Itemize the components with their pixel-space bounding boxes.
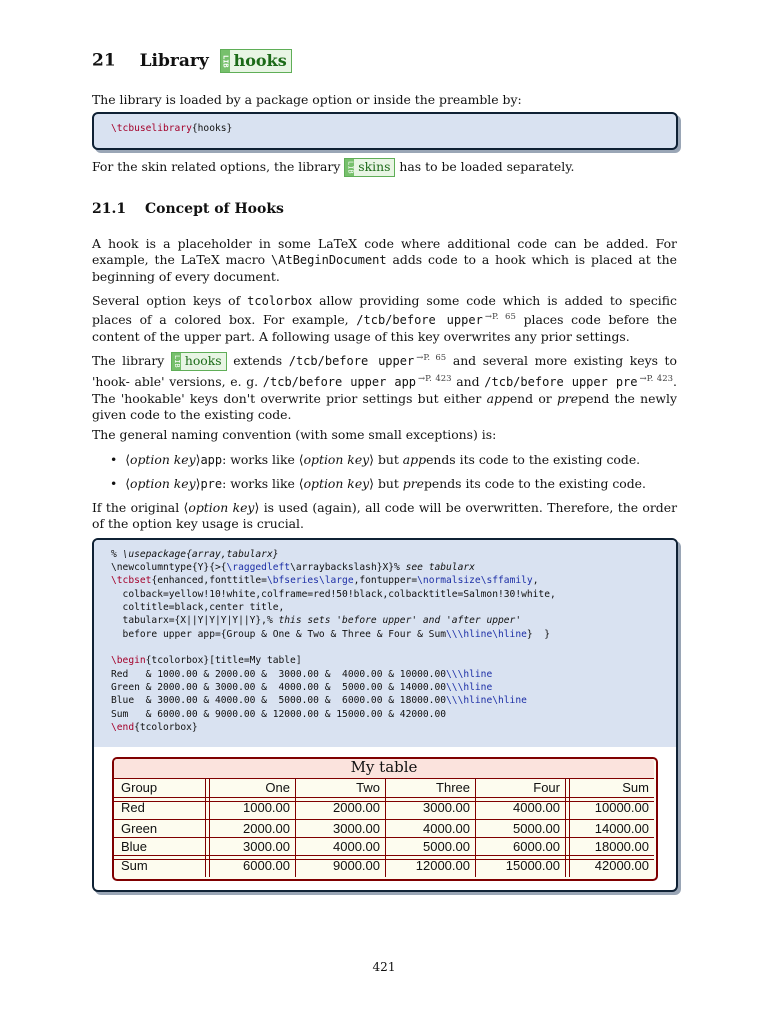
- bullet-text: pends its code to the existing code.: [423, 476, 646, 491]
- p2-text: upper part. A following usage of this key overwrites any prior settings.: [183, 328, 630, 344]
- table-cell: 1000.00: [243, 800, 290, 815]
- table-cell: 6000.00: [243, 858, 290, 873]
- page-number: 421: [372, 960, 396, 974]
- table-cell: 3000.00: [243, 839, 290, 854]
- key-link-before-upper[interactable]: /tcb/before upper: [288, 354, 415, 369]
- code-line-10: Red & 1000.00 & 2000.00 & 3000.00 & 4000.00 & 10000.00\\\hline: [111, 669, 493, 680]
- bullet-text: ends its code to the existing code.: [426, 452, 641, 467]
- list-item: • ⟨option key⟩pre: works like ⟨option key⟩ but prepends its code to the existing code.: [110, 476, 646, 491]
- code-line-12: Blue & 3000.00 & 4000.00 & 5000.00 & 6000.00 & 18000.00\\\hline\hline: [111, 695, 527, 706]
- table-cell: 4000.00: [423, 821, 470, 836]
- library-icon: LIB: [172, 353, 181, 370]
- table-cell: 42000.00: [594, 858, 649, 873]
- table-cell: 10000.00: [594, 800, 649, 815]
- p3-text: and: [456, 374, 480, 390]
- skin-note-before: For the skin related options, the library: [92, 159, 341, 174]
- table-cell: 18000.00: [594, 839, 649, 854]
- code-argument: {hooks}: [191, 123, 233, 134]
- key-link-before-upper-app[interactable]: /tcb/before upper app: [262, 375, 417, 390]
- package-name: tcolorbox: [247, 294, 313, 308]
- table-cell: Green: [121, 821, 158, 836]
- table-cell: Blue: [121, 839, 148, 854]
- skin-note: [92, 158, 677, 177]
- key-suffix: app: [200, 453, 223, 467]
- p1-text: the: [154, 252, 175, 268]
- bullet-text: but: [377, 476, 399, 491]
- library-icon: LIB: [345, 159, 354, 176]
- skin-note-after: has to be loaded separately.: [399, 159, 575, 174]
- p3-text: . The: [92, 374, 677, 406]
- table-cell: 3000.00: [423, 800, 470, 815]
- emphasis-pre: pre: [402, 476, 424, 491]
- table-cell: 14000.00: [594, 821, 649, 836]
- table-cell: 15000.00: [505, 858, 560, 873]
- code-line-4: colback=yellow!10!white,colframe=red!50!black,colbacktitle=Salmon!30!white,: [111, 589, 556, 600]
- code-command: \tcbuselibrary: [111, 123, 192, 134]
- p2-text: Several option keys of: [92, 293, 241, 308]
- p2-text: allow providing some code which is added to specific places: [92, 293, 677, 328]
- table-cell: 9000.00: [333, 858, 380, 873]
- p1-text: code where additional code can be added. For example,: [92, 236, 677, 268]
- key-link-before-upper-pre[interactable]: /tcb/before upper pre: [484, 375, 638, 390]
- bullet-text: but: [377, 452, 399, 467]
- table-header-cell: Four: [533, 780, 560, 795]
- code-line-5: coltitle=black,center title,: [111, 602, 285, 613]
- code-line-1: % \usepackage{array,tabularx}: [111, 549, 279, 560]
- key-link-before-upper[interactable]: /tcb/before upper: [356, 313, 483, 328]
- library-icon: LIB: [221, 50, 230, 72]
- library-badge-hooks[interactable]: [220, 49, 292, 73]
- section-number: 21: [92, 50, 116, 71]
- emphasis-app: app: [402, 452, 427, 467]
- table-header-cell: Group: [121, 780, 158, 795]
- meta-key-label: option key: [303, 476, 370, 491]
- table-header-cell: One: [265, 780, 290, 795]
- p5-text: the option key usage is crucial.: [108, 516, 304, 532]
- code-line-2: \newcolumntype{Y}{>{\raggedleft\arraybackslash}X}% see tabularx: [111, 562, 475, 573]
- table-cell: 12000.00: [415, 858, 470, 873]
- meta-key-label: option key: [130, 452, 196, 467]
- page-ref[interactable]: →P. 65: [484, 312, 516, 323]
- meta-key-label: option key: [130, 476, 196, 491]
- p3-text: end or: [509, 390, 552, 406]
- table-cell: 4000.00: [333, 839, 380, 854]
- macro-name: \AtBeginDocument: [271, 253, 387, 268]
- paragraph-hooks-intro: [92, 236, 677, 285]
- paragraph-library-extends: [92, 350, 677, 423]
- section-heading: [92, 49, 292, 73]
- page-ref[interactable]: →P. 65: [416, 353, 447, 363]
- code-line-13: Sum & 6000.00 & 9000.00 & 12000.00 & 15000.00 & 42000.00: [111, 709, 447, 720]
- p2-text: places code before the content of the: [92, 312, 677, 344]
- table-cell: 3000.00: [333, 821, 380, 836]
- code-line-7: before upper app={Group & One & Two & Three & Four & Sum\\\hline\hline} }: [111, 629, 550, 640]
- p5-text: If the original: [92, 500, 180, 515]
- table-header-cell: Three: [436, 780, 470, 795]
- table-col-rule: [385, 778, 386, 877]
- list-item: • ⟨option key⟩app: works like ⟨option key⟩ but appends its code to the existing code.: [110, 452, 641, 467]
- library-badge-skins[interactable]: [344, 158, 395, 177]
- bullet-dot: •: [110, 476, 118, 491]
- library-badge-label: hooks: [184, 353, 222, 369]
- p3-text: The library: [92, 353, 165, 369]
- bullet-text: : works like: [222, 476, 295, 491]
- table-cell: Red: [121, 800, 145, 815]
- code-line-6: tabularx={X||Y|Y|Y|Y||Y},% this sets 'before upper' and 'after upper': [111, 615, 522, 626]
- naming-convention-text: The general naming convention (with some small exceptions) is:: [92, 427, 497, 442]
- p3-text: code to the existing code.: [130, 407, 292, 423]
- paragraph-option-keys: [92, 293, 677, 345]
- bullet-text: : works like: [222, 452, 295, 467]
- table-cell: 5000.00: [423, 839, 470, 854]
- table-col-rule: [295, 778, 296, 877]
- table-row-rule: [114, 819, 654, 820]
- page-ref[interactable]: →P. 423: [418, 374, 452, 385]
- code-line-9: \begin{tcolorbox}[title=My table]: [111, 655, 302, 666]
- intro-text: The library is loaded by a package option or inside the preamble by:: [92, 92, 522, 107]
- p3-text: extends: [233, 353, 283, 369]
- library-badge-hooks[interactable]: [171, 352, 227, 371]
- library-badge-label: hooks: [233, 51, 287, 70]
- subsection-number: 21.1: [92, 201, 127, 217]
- paragraph-overwrite-note: If the original ⟨option key⟩ is used (again), all code will be overwritten. Therefore, the order of the option key usage is crucial.: [92, 500, 677, 532]
- p3-text: and several more existing keys to 'hook-: [92, 353, 677, 390]
- p5-text: is used (again), all code will be overwritten. Therefore, the order of: [92, 500, 677, 532]
- table-row-rule: [114, 837, 654, 838]
- emphasis-app: app: [486, 390, 510, 406]
- table-cell: 4000.00: [513, 800, 560, 815]
- key-suffix: pre: [200, 477, 223, 491]
- load-code-line: [111, 122, 232, 135]
- p1-text: A hook is a placeholder in some: [92, 236, 311, 251]
- code-line-11: Green & 2000.00 & 3000.00 & 4000.00 & 5000.00 & 14000.00\\\hline: [111, 682, 493, 693]
- table-header-cell: Two: [356, 780, 380, 795]
- p3-text: pend the newly given: [92, 390, 677, 423]
- table-cell: Sum: [121, 858, 148, 873]
- latex-logo: LaTeX: [318, 236, 358, 251]
- p2-text: of a colored box. For example,: [139, 312, 349, 328]
- meta-key-label: option key: [188, 500, 255, 515]
- table-cell: 2000.00: [243, 821, 290, 836]
- p1-text: adds code to a hook which is placed at the beginning of: [92, 252, 677, 284]
- page-ref[interactable]: →P. 423: [639, 374, 674, 385]
- p1-text: macro: [225, 252, 266, 268]
- subsection-heading: [92, 201, 284, 217]
- bullet-dot: •: [110, 452, 118, 467]
- code-line-14: \end{tcolorbox}: [111, 722, 198, 733]
- table-title: My table: [350, 758, 418, 776]
- p3-text: 'hookable' keys don't overwrite prior settings but either: [120, 390, 482, 406]
- table-header-cell: Sum: [622, 780, 649, 795]
- table-cell: 2000.00: [333, 800, 380, 815]
- p1-text: every document.: [174, 268, 280, 284]
- emphasis-pre: pre: [556, 390, 579, 406]
- meta-key-label: option key: [303, 452, 370, 467]
- bullet-list: [110, 452, 670, 500]
- library-badge-label: skins: [358, 159, 391, 175]
- subsection-title: Concept of Hooks: [144, 201, 284, 217]
- table-cell: 6000.00: [513, 839, 560, 854]
- p3-text: able' versions, e. g.: [134, 374, 259, 390]
- section-title: Library: [139, 50, 209, 71]
- table-cell: 5000.00: [513, 821, 560, 836]
- code-line-3: \tcbset{enhanced,fonttitle=\bfseries\large,fontupper=\normalsize\sffamily,: [111, 575, 539, 586]
- table-col-rule: [475, 778, 476, 877]
- latex-logo: LaTeX: [180, 252, 220, 268]
